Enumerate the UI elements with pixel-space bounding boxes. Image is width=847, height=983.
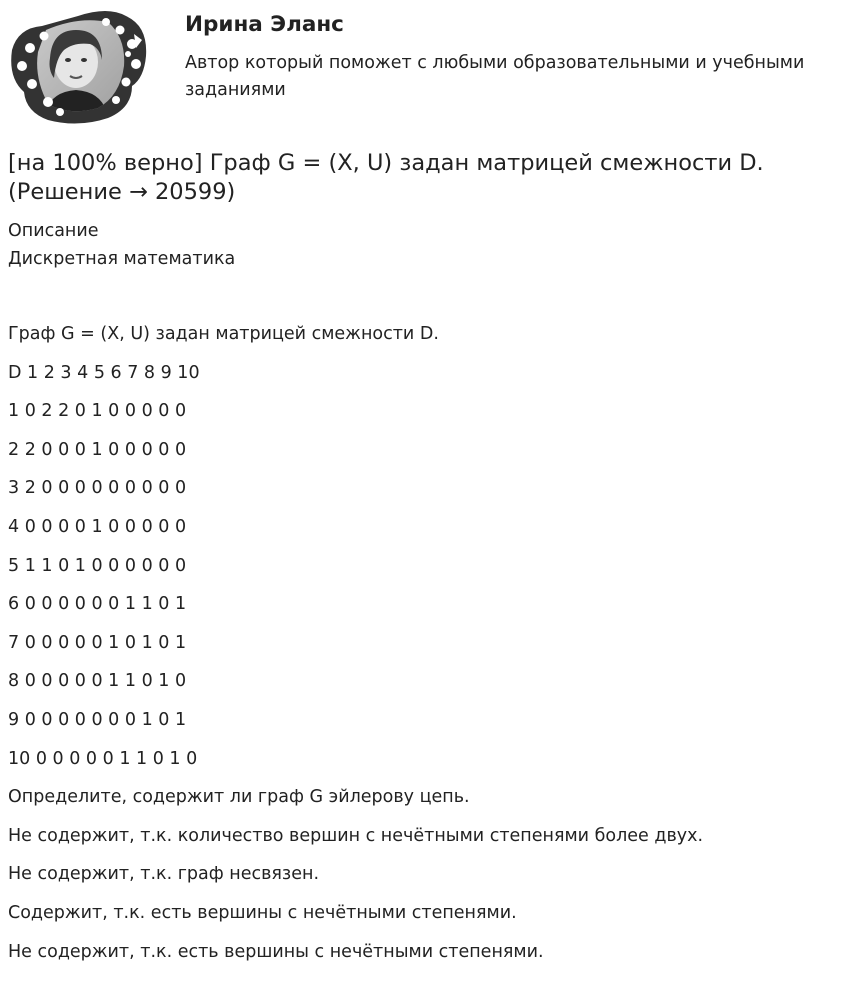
task-statement: Граф G = (X, U) задан матрицей смежности D.	[8, 324, 439, 344]
author-name[interactable]: Ирина Эланс	[185, 12, 344, 37]
task-content	[8, 320, 703, 976]
matrix-row: 2 2 0 0 0 1 0 0 0 0 0	[8, 439, 187, 460]
description-label: Описание	[8, 221, 99, 241]
matrix-row: 5 1 1 0 1 0 0 0 0 0 0	[8, 555, 187, 576]
question-text: Определите, содержит ли граф G эйлерову цепь.	[8, 787, 470, 808]
author-avatar[interactable]	[8, 8, 150, 126]
matrix-row: 7 0 0 0 0 0 1 0 1 0 1	[8, 632, 187, 653]
matrix-row: 8 0 0 0 0 0 1 1 0 1 0	[8, 671, 187, 692]
matrix-header-row: D 1 2 3 4 5 6 7 8 9 10	[8, 362, 200, 383]
matrix-row: 9 0 0 0 0 0 0 0 1 0 1	[8, 709, 187, 730]
answer-option: Не содержит, т.к. есть вершины с нечётными степенями.	[8, 941, 544, 962]
page-title: [на 100% верно] Граф G = (X, U) задан матрицей смежности D. (Решение → 20599)	[8, 150, 764, 205]
answer-option: Не содержит, т.к. количество вершин с нечётными степенями более двух.	[8, 825, 704, 846]
matrix-row: 10 0 0 0 0 0 1 1 0 1 0	[8, 748, 198, 769]
task-meta	[8, 217, 235, 273]
answer-option: Не содержит, т.к. граф несвязен.	[8, 864, 320, 885]
answer-option: Содержит, т.к. есть вершины с нечётными степенями.	[8, 902, 517, 923]
subject-link[interactable]: Дискретная математика	[8, 249, 236, 269]
film-frame-avatar-icon	[8, 8, 150, 126]
matrix-row: 4 0 0 0 0 1 0 0 0 0 0	[8, 516, 187, 537]
author-description: Автор который поможет с любыми образовательными и учебными заданиями	[185, 53, 805, 100]
matrix-row: 1 0 2 2 0 1 0 0 0 0 0	[8, 401, 187, 422]
matrix-row: 3 2 0 0 0 0 0 0 0 0 0	[8, 478, 187, 499]
author-header	[0, 0, 847, 135]
matrix-row: 6 0 0 0 0 0 0 1 1 0 1	[8, 594, 187, 615]
